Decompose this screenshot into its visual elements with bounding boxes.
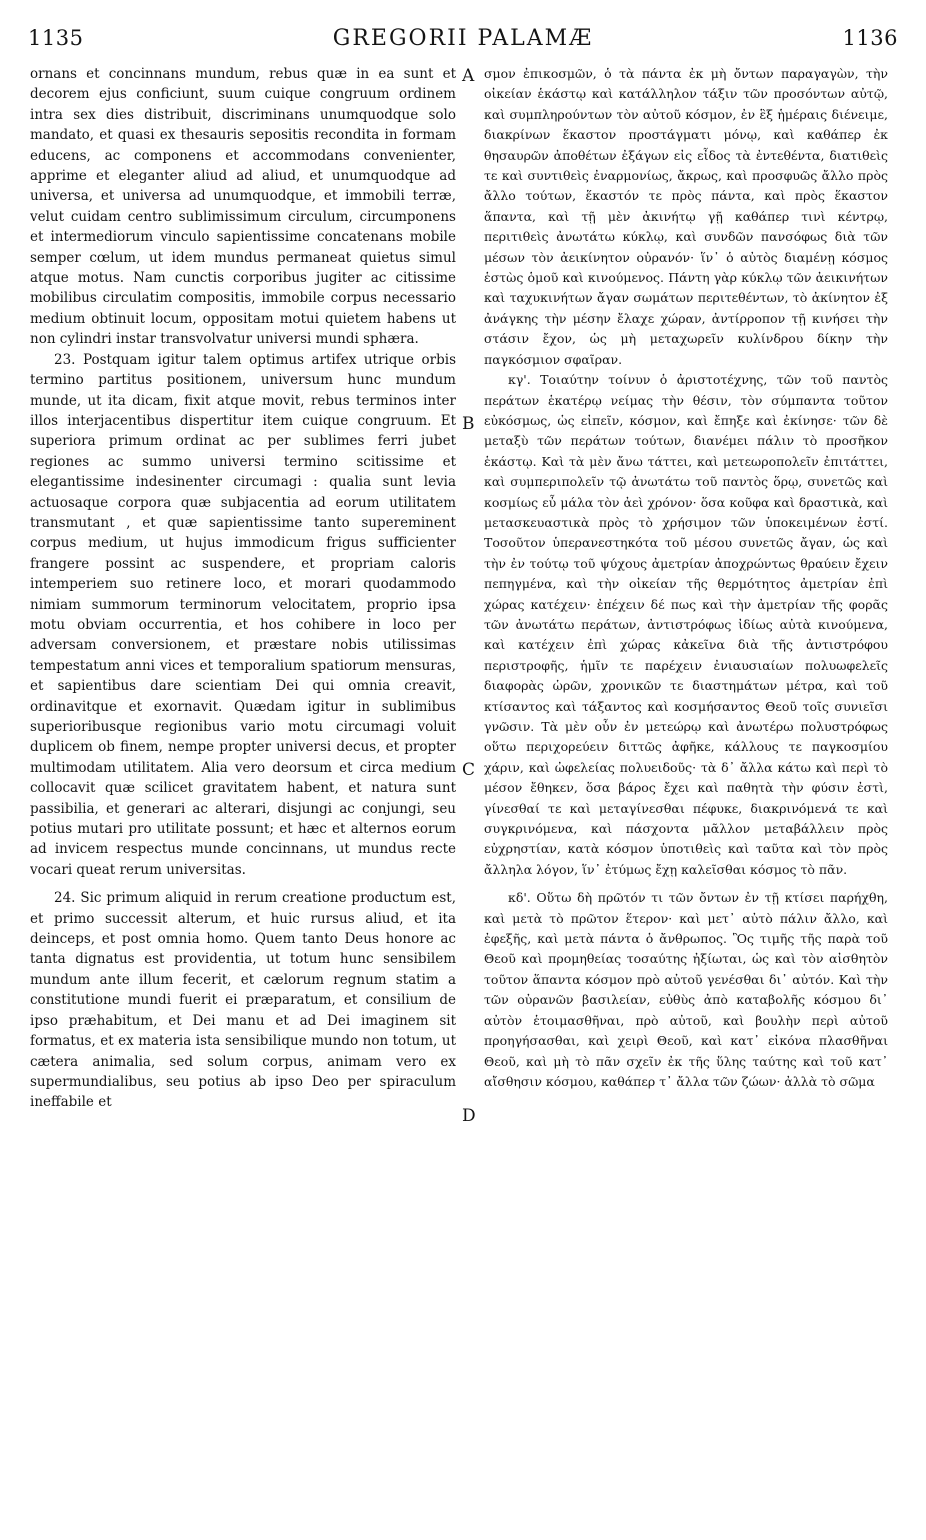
running-title: GREGORII PALAMÆ: [332, 26, 594, 51]
section-marker-b: B: [462, 414, 475, 434]
greek-paragraph: κγ'. Τοιαύτην τοίνυν ὁ ἀριστοτέχνης, τῶν τοῦ παντὸς περάτων ἑκατέρῳ νείμας τὴν θέσιν, τὸν σύμπαντα τοῦτον εὐκόσμως, ὡς εἰπεῖν, κόσμον, καὶ ἔπηξε καὶ ἐκίνησε· τῶν δὲ μεταξὺ τῶν περάτων τούτων, διανέμει πάλιν τὸ προσῆκον ἑκάστῳ. Καὶ τὰ μὲν ἄνω τάττει, καὶ μετεωροπολεῖν ἐπιτάττει, καὶ συμπεριπολεῖν τῷ ἀνωτάτω τοῦ παντὸς ὅρῳ, συνετῶς καὶ κοσμίως εὖ μάλα τὸν ἀεὶ χρόνον· ὅσα κοῦφα καὶ δραστικὰ, καὶ μετασκευαστικὰ πρὸς τὸ χρήσιμον τῶν ὑποκειμένων ἐστί. Τοσοῦτον ὑπερανεστηκότα τοῦ μέσου συνετῶς ἄγαν, ὡς καὶ τὴν ἐν τούτῳ τοῦ ψύχους ἀμετρίαν ἀποχρώντως θραύειν ἔχειν πεπηγμένα, καὶ τὴν οἰκείαν τῆς θερμότητος ἀμετρίαν ἐπὶ χώρας κατέχειν· ἐπέχειν δέ πως καὶ τὴν ἀμετρίαν τῆς φορᾶς τῶν ἀνωτάτω περάτων, ἀντιστρόφως ἰδίως αὐτὰ κινούμενα, καὶ κατέχειν ἐπὶ χώρας κἀκεῖνα διὰ τῆς ἀντιστρόφου περιστροφῆς, ἡμῖν τε παρέχειν ἐνιαυσιαίων πολυωφελεῖς διαφορὰς ὡρῶν, χρονικῶν τε διαστημάτων μέτρα, καὶ τοῦ κτίσαντος καὶ τάξαντος καὶ κοσμήσαντος Θεοῦ τοῖς συνιεῖσι γνῶσιν. Τὰ μὲν οὖν ἐν μετεώρῳ καὶ ἀνωτέρω πολυστρόφως οὕτω περιχορεύειν διττῶς ἀφῆκε, κάλλους τε παγκοσμίου χάριν, καὶ ὠφελείας πολυειδοῦς· τὰ δ᾽ ἄλλα κάτω καὶ περὶ τὸ μέσον ἔθηκεν, ὅσα βάρος ἔχει καὶ παθητὰ τὴν φύσιν ἐστὶ, γίνεσθαί τε καὶ μεταγίνεσθαι πέφυκε, διακρινόμενά τε καὶ συγκρινόμενα, καὶ πάσχοντα μᾶλλον μεταβάλλειν πρὸς εὐχρηστίαν, κατὰ κόσμον ὑποτιθεὶς καὶ ταῦτα καὶ τὸν πρὸς ἄλληλα λόγον, ἵν᾽ ἐτύμως ἔχῃ καλεῖσθαι κόσμος τὸ πᾶν.: [484, 372, 888, 877]
latin-paragraph: 23. Postquam igitur talem optimus artifex utrique orbis termino partitus positionem, universum hunc mundum munde, ut ita dicam, fixit atque movit, rebus terminos inter illos interjacentibus dispertitur item cuique congruum. Et superiora primum ordinat ac per sublimes ferri jubet regiones ac summo universi termino scitissime et elegantissime indesinenter circumagi : qualia sunt levia actuosaque corpora quæ subjacentia ad eorum utilitatem transmutant , et quæ sapientissime tanto supereminent corpus medium, ut hujus immodicum frigus sufficienter frangere possint ac suspendere, et propriam caloris intemperiem suo retinere loco, et morari quodammodo nimiam summorum terminorum velocitatem, proprio ipsa motu obviam occurrentia, et hos cohibere in loco per adversam conversionem, et præstare nobis utilissimas tempestatum anni vices et temporalium spatiorum mensuras, et sapientibus dare scientiam Dei qui omnia creavit, ordinavitque et exornavit. Quædam igitur in sublimibus superioribusque regionibus vario motu circumagi voluit duplicem ob finem, nempe propter universi decus, et propter multimodam utilitatem. Alia vero deorsum et circa medium collocavit quæ scilicet gravitatem habent, et natura sunt passibilia, et generari ac alterari, disjungi ac conjungi, seu potius mutari pro utilitate possunt; et hæc et alternos eorum ad invicem respectus munde concinnans, ut mundus recte vocari queat rerum universitas.: [30, 351, 456, 878]
page-header: [28, 26, 898, 60]
latin-paragraph: 24. Sic primum aliquid in rerum creatione productum est, et primo successit alterum, et huic rursus aliud, et ita deinceps, et post omnia homo. Quem tanto Deus honore ac tanta dignatus est providentia, ut totum hunc sensibilem mundum ante illum fecerit, et cælorum regnum statim a constitutione mundi fuerit ei præparatum, et consilium de ipso præhabitum, et Dei manu et ad Dei imaginem sit formatus, et ex materia ista sensibilique mundo non totum, ut cætera animalia, sed solum corpus, animam vero ex supermundialibus, seu potius ab ipso Deo per spiraculum ineffabile et: [30, 890, 456, 1111]
left-column-number: 1135: [28, 26, 84, 50]
greek-column: [484, 64, 888, 1526]
section-marker-c: C: [462, 760, 476, 780]
latin-paragraph: ornans et concinnans mundum, rebus quæ in ea sunt et decorem ejus conficiunt, suum cuique congruum ordinem intra sex dies distribuit, discriminans unumquodque solo mandato, et quasi ex thesauris sepositis recondita in formam educens, ac componens et accommodans convenienter, apprime et eleganter aliud ad aliud, et unumquodque ad universa, et universa ad unumquodque, et immobili terræ, velut cuidam centro sublimissimum circulum, circumponens et intermediorum vinculo sapientissime concatenans mobile semper cœlum, ut idem mundus permaneat quietus simul atque motus. Nam cunctis corporibus jugiter ac citissime mobilibus circulatim compositis, immobile corpus necessario medium obtinuit locum, oppositam motui quietem habens ut non cylindri instar transvolvatur universi mundi sphæra.: [30, 66, 456, 348]
greek-paragraph: κδ'. Οὕτω δὴ πρῶτόν τι τῶν ὄντων ἐν τῇ κτίσει παρήχθη, καὶ μετὰ τὸ πρῶτον ἕτερον· καὶ μετ᾽ αὐτὸ πάλιν ἄλλο, καὶ ἐφεξῆς, καὶ μετὰ πάντα ὁ ἄνθρωπος. Ὃς τιμῆς τῆς παρὰ τοῦ Θεοῦ καὶ προμηθείας τοσαύτης ἠξίωται, ὡς καὶ τὸν αἰσθητὸν τοῦτον ἅπαντα κόσμον πρὸ αὐτοῦ γενέσθαι δι᾽ αὐτόν. Καὶ τὴν τῶν οὐρανῶν βασιλείαν, εὐθὺς ἀπὸ καταβολῆς κόσμου δι᾽ αὐτὸν ἑτοιμασθῆναι, πρὸ αὐτοῦ, καὶ βουλὴν περὶ αὐτοῦ προηγήσασθαι, καὶ χειρὶ Θεοῦ, καὶ κατ᾽ εἰκόνα πλασθῆναι Θεοῦ, καὶ μὴ τὸ πᾶν σχεῖν ἐκ τῆς ὕλης ταύτης καὶ τοῦ κατ᾽ αἴσθησιν κόσμου, καθάπερ τ᾽ ἄλλα τῶν ζώων· ἀλλὰ τὸ σῶμα: [484, 890, 888, 1089]
latin-column: [30, 64, 456, 1526]
greek-paragraph: σμον ἐπικοσμῶν, ὁ τὰ πάντα ἐκ μὴ ὄντων παραγαγὼν, τὴν οἰκείαν ἑκάστῳ καὶ κατάλληλον τάξιν τῶν προσόντων αὐτῷ, καὶ συμπληρούντων τὸν αὐτοῦ κόσμον, ἐν ἓξ ἡμέραις διένειμε, διακρίνων ἕκαστον προστάγματι μόνῳ, καὶ καθάπερ ἐκ θησαυρῶν ἀποθέτων ἐξάγων εἰς εἶδος τὰ ἐντεθέντα, διατιθεὶς τε καὶ συντιθεὶς ἐναρμονίως, ἄκρως, καὶ προσφυῶς ἄλλο πρὸς ἄλλο τούτων, ἕκαστόν τε πρὸς πάντα, καὶ πρὸς ἕκαστον ἅπαντα, καὶ τῇ μὲν ἀκινήτῳ γῇ καθάπερ τινὶ κέντρῳ, περιτιθεὶς ἀνωτάτω κύκλῳ, καὶ συνδῶν πανσόφως διὰ τῶν μέσων τὸν ἀεικίνητον οὐρανόν· ἵν᾽ ὁ αὐτὸς διαμένῃ κόσμος ἑστὼς ὁμοῦ καὶ κινούμενος. Πάντη γὰρ κύκλῳ τῶν ἀεικινήτων καὶ ταχυκινήτων ἄγαν σωμάτων περιτεθέντων, τὸ ἀκίνητον ἐξ ἀνάγκης τὴν μέσην ἔλαχε χώραν, ἀντίρροπον τῇ κινήσει τὴν στάσιν ἔχον, ὡς μὴ μεταχωρεῖν κυλίνδρου δίκην τὴν παγκόσμιον σφαῖραν.: [484, 66, 888, 367]
section-marker-a: A: [462, 66, 475, 86]
right-column-number: 1136: [842, 26, 898, 50]
section-marker-d: D: [462, 1106, 476, 1126]
